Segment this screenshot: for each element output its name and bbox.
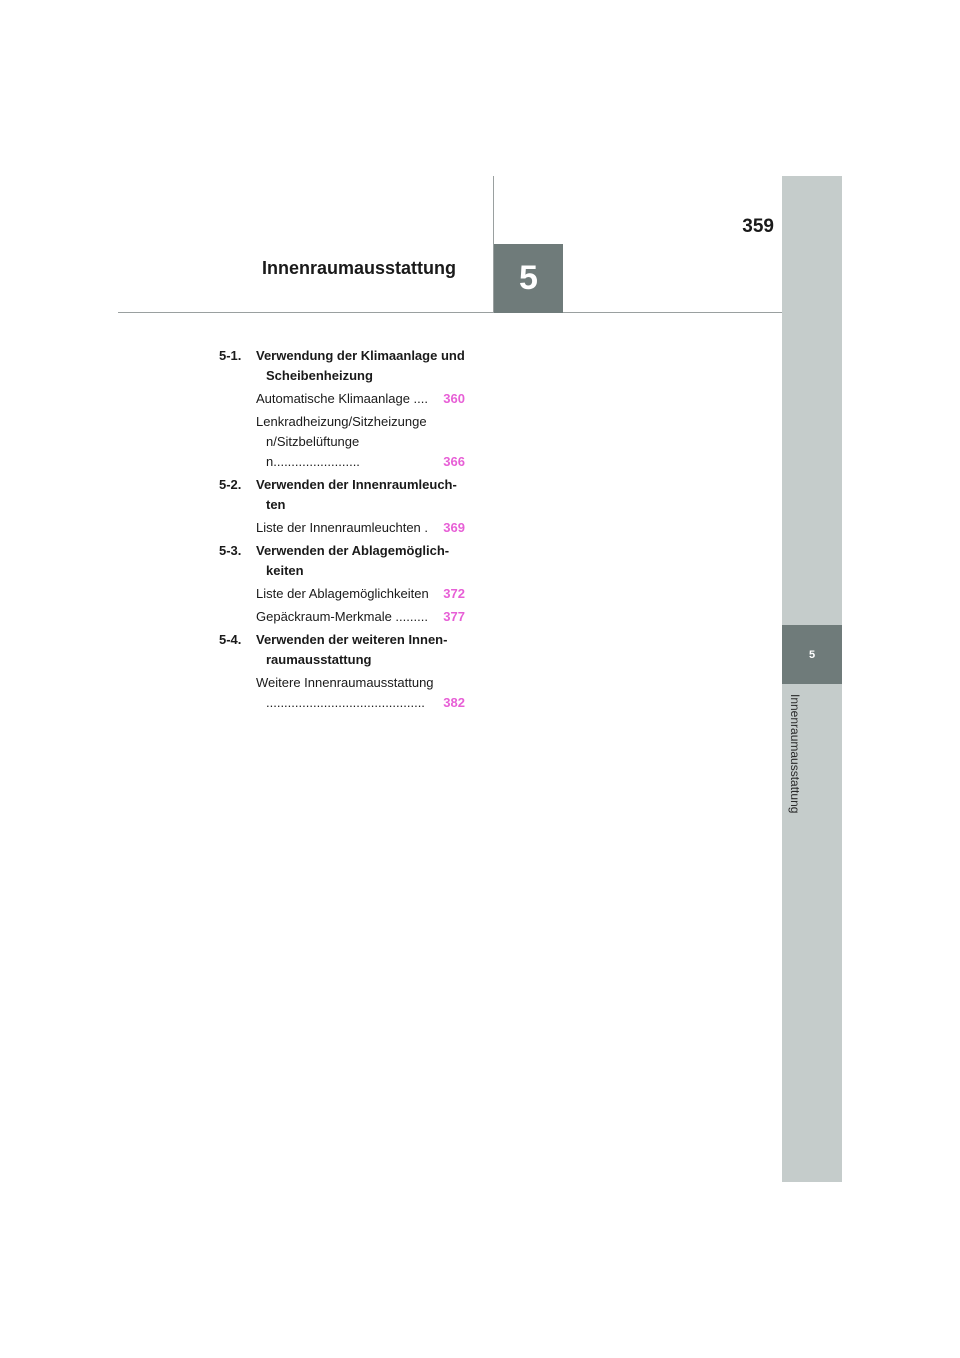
toc-entry-label: Liste der Ablagemöglichkeiten: [256, 586, 429, 601]
toc-section-number: 5-1.: [219, 348, 242, 363]
toc-entry[interactable]: [256, 607, 469, 627]
toc-page-link[interactable]: 372: [443, 586, 465, 601]
toc-section: [219, 630, 469, 670]
toc-section-title: Verwenden der Innenraumleuch-ten: [256, 477, 457, 512]
toc-entry[interactable]: [256, 584, 469, 604]
toc-section-number: 5-2.: [219, 477, 242, 492]
toc-page-link[interactable]: 360: [443, 391, 465, 406]
toc-section-title: Verwendung der Klimaanlage und Scheibenheizung: [256, 348, 465, 383]
chapter-title: Innenraumausstattung: [262, 258, 457, 278]
toc-entry-label: Lenkradheizung/Sitzheizungen/Sitzbelüftungen........................: [256, 414, 427, 469]
toc-page-link[interactable]: 366: [443, 454, 465, 469]
toc-page-link[interactable]: 369: [443, 520, 465, 535]
toc-section: [219, 541, 469, 581]
toc-section-title: Verwenden der Ablagemöglich-keiten: [256, 543, 450, 578]
toc-entry[interactable]: [256, 389, 469, 409]
table-of-contents: [219, 346, 469, 716]
toc-entry[interactable]: [256, 673, 469, 713]
toc-section-title: Verwenden der weiteren Innen-raumausstattung: [256, 632, 448, 667]
toc-section: [219, 346, 469, 386]
toc-section-number: 5-3.: [219, 543, 242, 558]
toc-entry-label: Liste der Innenraumleuchten .: [256, 520, 428, 535]
toc-entry[interactable]: [256, 412, 469, 472]
toc-page-link[interactable]: 382: [443, 695, 465, 710]
toc-entry-label: Gepäckraum-Merkmale .........: [256, 609, 428, 624]
toc-entry-label: Automatische Klimaanlage ....: [256, 391, 428, 406]
chapter-number-box: 5: [494, 244, 563, 313]
header-divider-horizontal: [118, 312, 782, 313]
toc-section: [219, 475, 469, 515]
side-chapter-tab[interactable]: 5: [782, 625, 842, 684]
toc-entry[interactable]: [256, 518, 469, 538]
toc-section-number: 5-4.: [219, 632, 242, 647]
side-chapter-label: Innenraumausstattung: [788, 694, 802, 814]
toc-entry-label: Weitere Innenraumausstattung ............................................: [256, 675, 434, 710]
page-number: 359: [742, 216, 774, 237]
toc-page-link[interactable]: 377: [443, 609, 465, 624]
